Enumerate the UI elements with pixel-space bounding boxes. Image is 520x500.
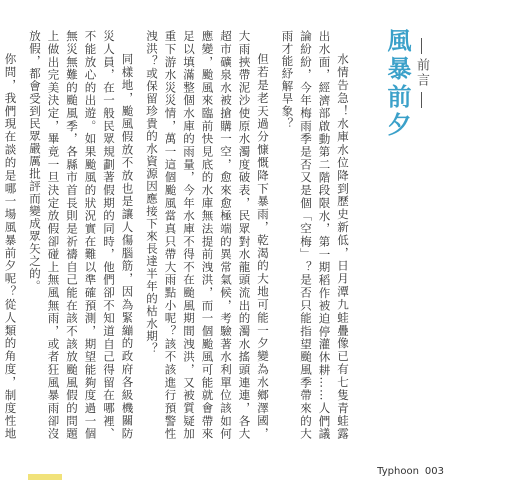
page-number: 003 [424,466,444,477]
paragraph: 但若是老天過分慷慨降下暴雨，乾渴的大地可能一夕變為水鄉澤國，大雨挾帶泥沙使原水濁度破表，民眾對水龍頭流出的濁水搖頭連連，各大超市礦泉水被搶購一空，愈來愈極端的異常氣候，考驗著水利單位該如何應變，颱風來臨前快見底的水庫無法提前洩洪，而一個颱風可能就會帶來足以填滿整個水庫的雨量，今年水庫不得不在颱風期間洩洪，又被質疑加重下游水災災情，萬一這個颱風當真只帶大雨點小呢？該不該進行預警性洩洪？或保留珍貴的水資源因應接下來長達半年的枯水期？ [145,30,270,440]
paragraph: 你問，我們現在談的是哪一場風暴前夕呢？從人類的角度，制度性地 [3,53,18,440]
accent-bar [28,474,62,480]
divider [421,92,422,108]
page-footer [377,466,444,477]
divider [421,38,422,54]
running-title: Typhoon [377,466,419,477]
section-label-text: 前言 [414,58,429,88]
paragraph: 水情告急！水庫水位降到歷史新低，日月潭九蛙疊像已有七隻青蛙露出水面，經濟部啟動第二階段限水，第一期稻作被迫停灌休耕……人們議論紛紛，今年梅雨季是否又是個「空梅」？是否只能指望颱風季帶來的大雨才能紓解旱象？ [280,30,350,440]
chapter-title: 風暴前夕 [383,28,412,140]
body-text [0,30,352,440]
paragraph: 同樣地，颱風假放不放也是讓人傷腦筋，因為緊繃的政府各級機關防災人員，在一般民眾規劃著假期的同時，他們卻不知道自己得留在哪裡、不能放心的出遊。如果颱風的狀況實在難以準確預測，期望能夠度過一個無災無難的颱風季，各縣市首長則是祈禱自己能在該不該放颱風假的問題上做出完美決定，畢竟一旦決定放假卻碰上無風無雨，或者狂風暴雨卻沒放假，都會受到民眾嚴厲批評而變成眾矢之的。 [28,30,135,440]
